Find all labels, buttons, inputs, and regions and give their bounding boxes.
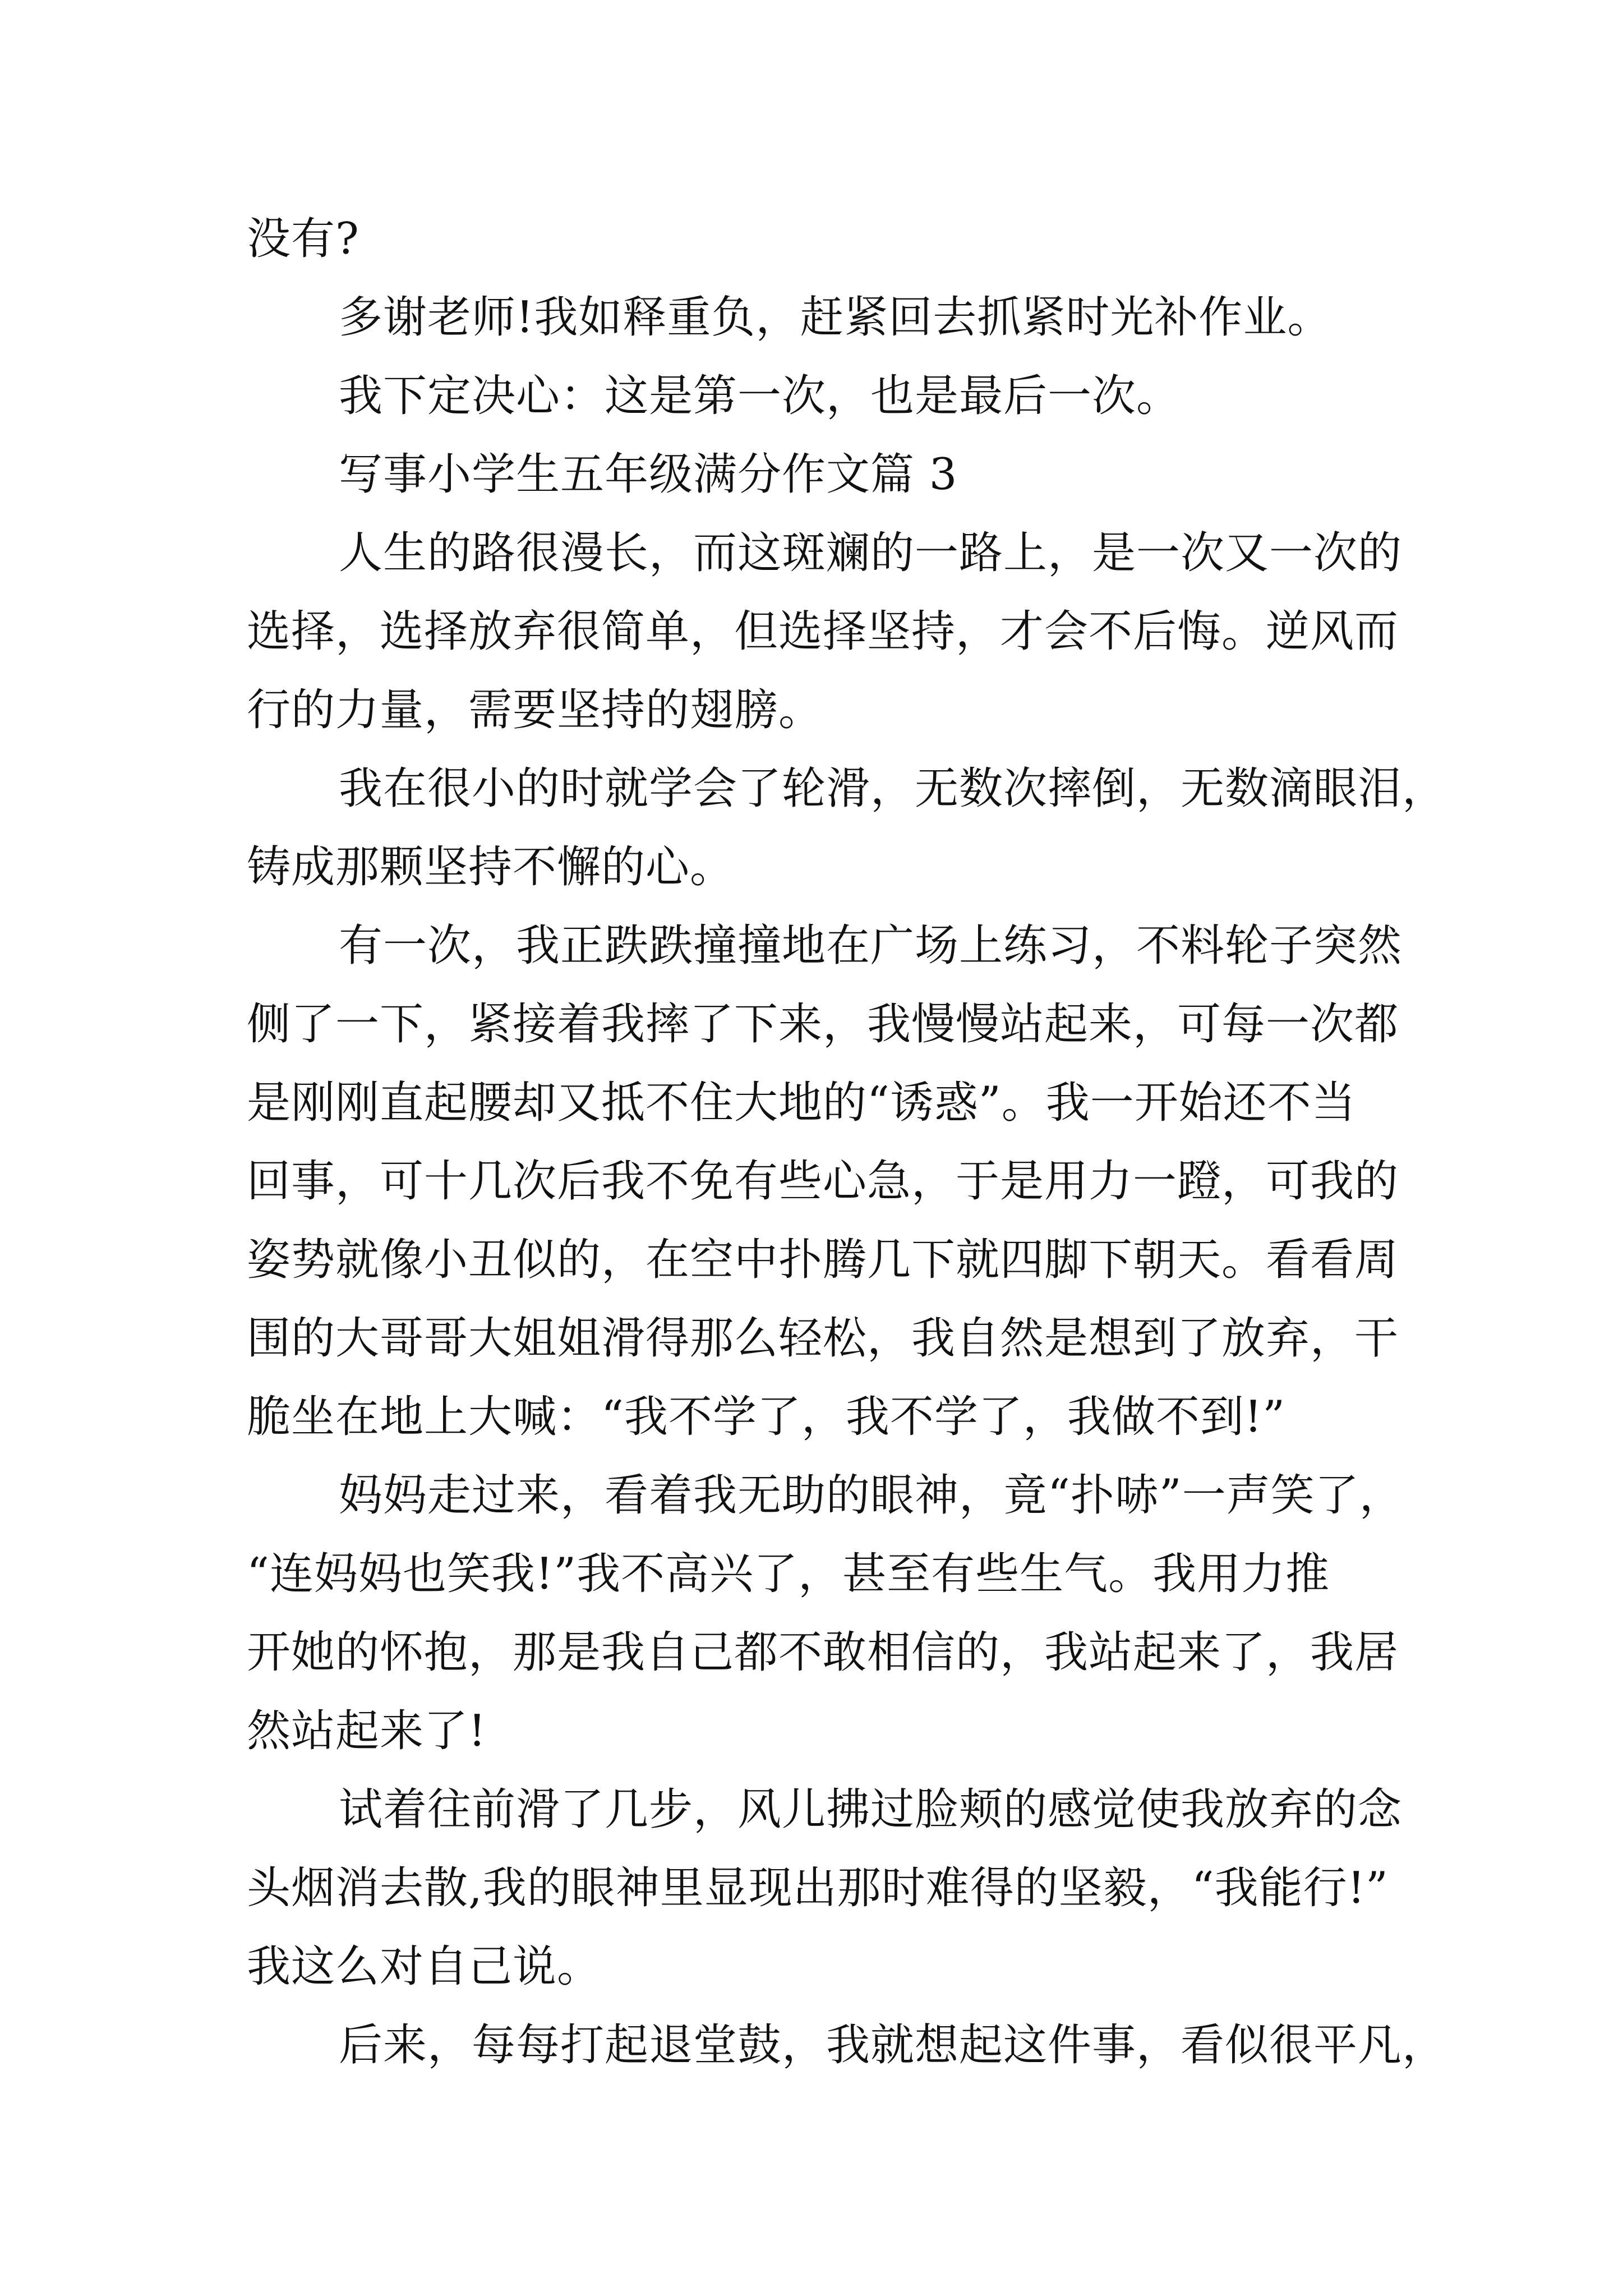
text-line: 选择，选择放弃很简单，但选择坚持，才会不后悔。逆风而	[247, 606, 1399, 657]
text-line: 是刚刚直起腰却又抵不住大地的“诱惑”。我一开始还不当	[247, 1078, 1356, 1128]
text-line: 我下定决心：这是第一次，也是最后一次。	[339, 371, 1181, 421]
text-line: 然站起来了!	[247, 1706, 487, 1756]
text-line: 铸成那颗坚持不懈的心。	[247, 842, 735, 892]
text-line: 我这么对自己说。	[247, 1941, 602, 1992]
text-line: 试着往前滑了几步，风儿拂过脸颊的感觉使我放弃的念	[339, 1784, 1403, 1835]
text-line: 没有?	[247, 214, 359, 264]
text-line: “连妈妈也笑我!”我不高兴了，甚至有些生气。我用力推	[247, 1549, 1330, 1599]
text-line: 妈妈走过来，看着我无助的眼神，竟“扑哧”一声笑了，	[339, 1470, 1404, 1521]
text-line: 我在很小的时就学会了轮滑，无数次摔倒，无数滴眼泪，	[339, 763, 1447, 814]
text-line: 多谢老师!我如释重负，赶紧回去抓紧时光补作业。	[339, 292, 1332, 343]
section-heading: 写事小学生五年级满分作文篇 3	[339, 449, 958, 500]
text-line: 头烟消去散,我的眼神里显现出那时难得的坚毅，“我能行!”	[247, 1863, 1389, 1913]
text-line: 侧了一下，紧接着我摔了下来，我慢慢站起来，可每一次都	[247, 999, 1399, 1050]
text-line: 行的力量，需要坚持的翅膀。	[247, 685, 823, 735]
text-line: 有一次，我正跌跌撞撞地在广场上练习，不料轮子突然	[339, 921, 1403, 971]
text-line: 回事，可十几次后我不免有些心急，于是用力一蹬，可我的	[247, 1156, 1399, 1207]
text-line: 姿势就像小丑似的，在空中扑腾几下就四脚下朝天。看看周	[247, 1235, 1399, 1285]
text-line: 开她的怀抱，那是我自己都不敢相信的，我站起来了，我居	[247, 1627, 1399, 1678]
text-line: 脆坐在地上大喊：“我不学了，我不学了，我做不到!”	[247, 1392, 1286, 1442]
text-line: 后来，每每打起退堂鼓，我就想起这件事，看似很平凡，	[339, 2020, 1447, 2070]
text-line: 围的大哥哥大姐姐滑得那么轻松，我自然是想到了放弃，干	[247, 1313, 1399, 1364]
text-line: 人生的路很漫长，而这斑斓的一路上，是一次又一次的	[339, 528, 1403, 578]
